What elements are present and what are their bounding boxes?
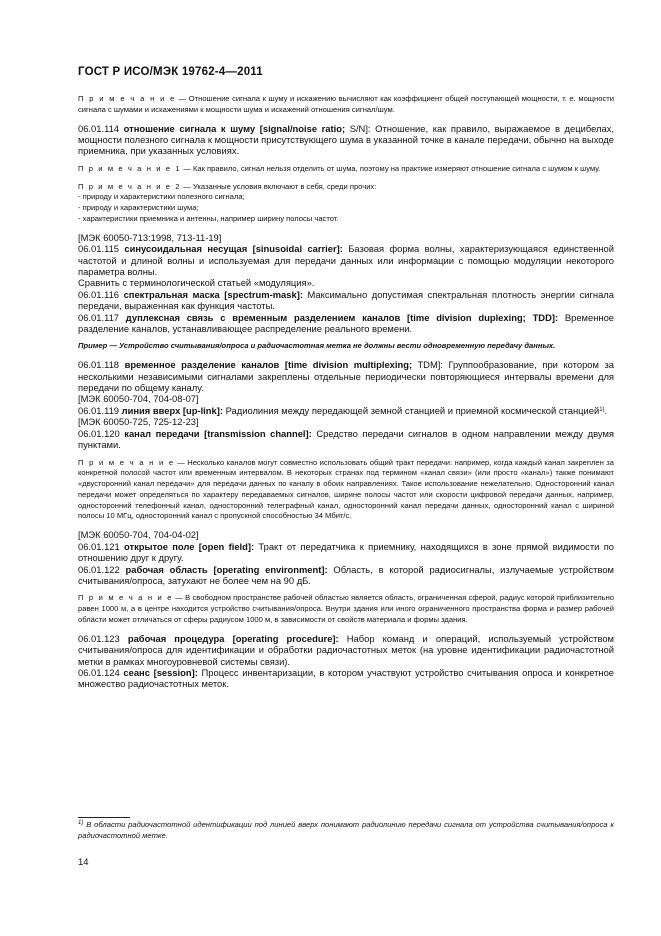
note-114-2 [78, 182, 614, 193]
entry-term: синусоидальная несущая [sinusoidal carrier]: [124, 243, 343, 255]
entry-term: канал передачи [transmission channel]: [124, 427, 312, 439]
note-list-item: - природу и характеристики шума; [78, 203, 199, 213]
entry-term: отношение сигнала к шуму [signal/noise ratio; [123, 122, 346, 134]
entry-number: 06.01.115 [78, 243, 120, 255]
entry-definition: Процесс инвентаризации, в котором участвуют устройство считывания опроса и конкретное множество радиочастотных меток. [78, 666, 615, 690]
note [78, 94, 614, 116]
entry-term: рабочая процедура [operating procedure]: [127, 632, 339, 644]
entry-term: линия вверх [up-link]: [121, 404, 223, 416]
note-label: П р и м е ч а н и е [78, 593, 174, 603]
footnote-divider [78, 817, 130, 818]
entry-number: 06.01.118 [78, 359, 120, 371]
note-120 [78, 458, 614, 523]
term-entry-123 [78, 633, 614, 667]
entry-number: 06.01.124 [78, 666, 120, 678]
note-label: П р и м е ч а н и е 1 [78, 163, 182, 173]
term-entry-124 [78, 667, 614, 690]
reference-120: [МЭК 60050-704, 704-04-02] [78, 529, 199, 541]
entry-number: 06.01.120 [78, 427, 120, 439]
entry-number: 06.01.116 [78, 288, 120, 300]
term-entry-114 [78, 123, 614, 157]
footnote [78, 820, 614, 842]
footnote-marker[interactable]: 1) [599, 406, 605, 413]
note-label: П р и м е ч а н и е [78, 94, 176, 103]
entry-definition: Временное разделение каналов, устанавливающее распределение реального времени. [78, 311, 614, 335]
reference-119: [МЭК 60050-725, 725-12-23] [78, 416, 199, 428]
note-text: — Указанные условия включают в себя, среди прочих: [181, 181, 377, 191]
entry-abbr: TDD]: [525, 311, 559, 323]
document-body [78, 94, 614, 690]
footnote-mark: 1) [78, 820, 84, 826]
entry-number: 06.01.119 [78, 404, 120, 416]
term-entry-116 [78, 289, 614, 312]
entry-term: временное разделение каналов [time division multiplexing; [124, 359, 413, 371]
term-entry-115 [78, 243, 614, 277]
entry-definition: Группообразование, при котором за несколькими независимыми сигналами закреплены отдельные периодически повторяющиеся интервалы времени для передачи по общему каналу. [78, 359, 615, 394]
note-text: — Отношение сигнала к шуму и искажению вычисляют как коэффициент общей поступающей мощности, т. е. мощности сигнала с шумами и искажениями к мощности шума и искажений отношения сигнал/шум. [78, 94, 614, 114]
entry-tail: . [604, 404, 608, 416]
term-entry-121 [78, 541, 614, 564]
entry-definition: Область, в которой радиосигналы, излучаемые устройством считывания/опроса, затухают не более чем на 90 дБ. [78, 563, 614, 586]
example-117: Пример — Устройство считывания/опроса и радиочастотная метка не должны вести одновременную передачу данных. [78, 341, 556, 351]
entry-definition: Максимально допустимая спектральная плотность энергии сигнала передачи, выраженная как функция частоты. [78, 288, 614, 312]
note-list-item: - характеристики приемника и антенны, например ширину полосы частот. [78, 214, 339, 223]
entry-number: 06.01.117 [78, 311, 120, 323]
entry-abbr: TDM]: [412, 359, 443, 371]
note-text: — Несколько каналов могут совместно использовать общий тракт передачи: например, когда каждый канал закреплен за конкретной полосой частот или временным интервалом. В некоторых странах под термином «канал связи» (или просто «канал») также понимают «двусторонний канал передачи» для передачи данных по каналу в обоих направлениях. Такое использование нежелательно. Односторонний канал передачи может определяться по характеру передаваемых сигналов, ширине полосы частот или скорости цифровой передачи данных, например, односторонний телефонный канал, односторонний телеграфный канал, односторонний канал передачи данных, односторонний канал с шириной полосы 10 MГц, односторонний канал с пропускной способностью 34 Мбит/с. [78, 457, 615, 521]
entry-number: 06.01.121 [78, 540, 120, 552]
entry-term: сеанс [session]: [123, 666, 198, 678]
entry-definition: Отношение, как правило, выражаемое в децибелах, мощности полезного сигнала к мощности присутствующего шума в указанной точке в канале передачи, обычно на выходе приемника, при указанных условиях. [78, 122, 614, 157]
entry-definition: Тракт от передатчика к приемнику, находящихся в зоне прямой видимости по отношению друг к другу. [78, 540, 615, 564]
note-label: П р и м е ч а н и е [78, 457, 175, 467]
entry-abbr: S/N]: [345, 122, 371, 134]
note-list-item: - природу и характеристики полезного сигнала; [78, 192, 245, 202]
note-label: П р и м е ч а н и е 2 [78, 181, 182, 191]
note-text: — В свободном пространстве рабочей областью является область, ограниченная сферой, радиус которой приблизительно равен 1000 м, а в центре находится устройство считывания/опроса. Внутри здания или иного ограниченного пространства форма и размер рабочей области может отличаться от сферы радиусом 1000 м, в зависимости от свойств материала и формы здания. [78, 593, 615, 624]
reference-118: [МЭК 60050-704, 704-08-07] [78, 393, 199, 405]
note-122 [78, 593, 614, 625]
note-114-1 [78, 164, 614, 175]
page-number: 14 [78, 856, 89, 867]
term-entry-119 [78, 405, 614, 416]
entry-number: 06.01.123 [78, 632, 120, 644]
entry-number: 06.01.114 [78, 122, 120, 134]
note-text: — Как правило, сигнал нельзя отделить от шума, поэтому на практике измеряют отношение сигнала с шумом к шуму. [181, 163, 601, 173]
entry-term: дуплексная связь с временным разделением каналов [time division duplexing; [125, 311, 526, 323]
entry-extra-115: Сравнить с терминологической статьей «модуляция». [78, 277, 315, 289]
term-entry-120 [78, 428, 614, 451]
entry-term: рабочая область [operating environment]: [125, 563, 328, 575]
term-entry-122 [78, 564, 614, 587]
entry-definition: Радиолиния между передающей земной станцией и приемной космической станцией [222, 404, 600, 416]
term-entry-118 [78, 359, 614, 393]
entry-number: 06.01.122 [78, 563, 120, 575]
entry-definition: Базовая форма волны, характеризующаяся единственной частотой и длиной волны и используемая для передачи данных или информации с помощью модуляции некоторого параметра волны. [78, 243, 614, 278]
footnote-text: В области радиочастотной идентификации под линией вверх понимают радиолинию передачи сигнала от устройства считывания/опроса к радиочастотной метке. [78, 820, 614, 840]
document-header: ГОСТ Р ИСО/МЭК 19762-4—2011 [78, 66, 263, 78]
entry-definition: Средство передачи сигналов в одном направлении между двумя пунктами. [78, 427, 615, 451]
term-entry-117 [78, 312, 614, 335]
entry-definition: Набор команд и операций, используемый устройством считывания/опроса для идентификации и обработки радиочастотных меток (на уровне идентификации радиочастотной метки в рамках многоуровневой системы связи). [78, 632, 614, 667]
entry-term: открытое поле [open field]: [124, 540, 255, 552]
entry-term: спектральная маска [spectrum-mask]: [123, 288, 303, 300]
reference-114: [МЭК 60050-713:1998, 713-11-19] [78, 231, 222, 243]
